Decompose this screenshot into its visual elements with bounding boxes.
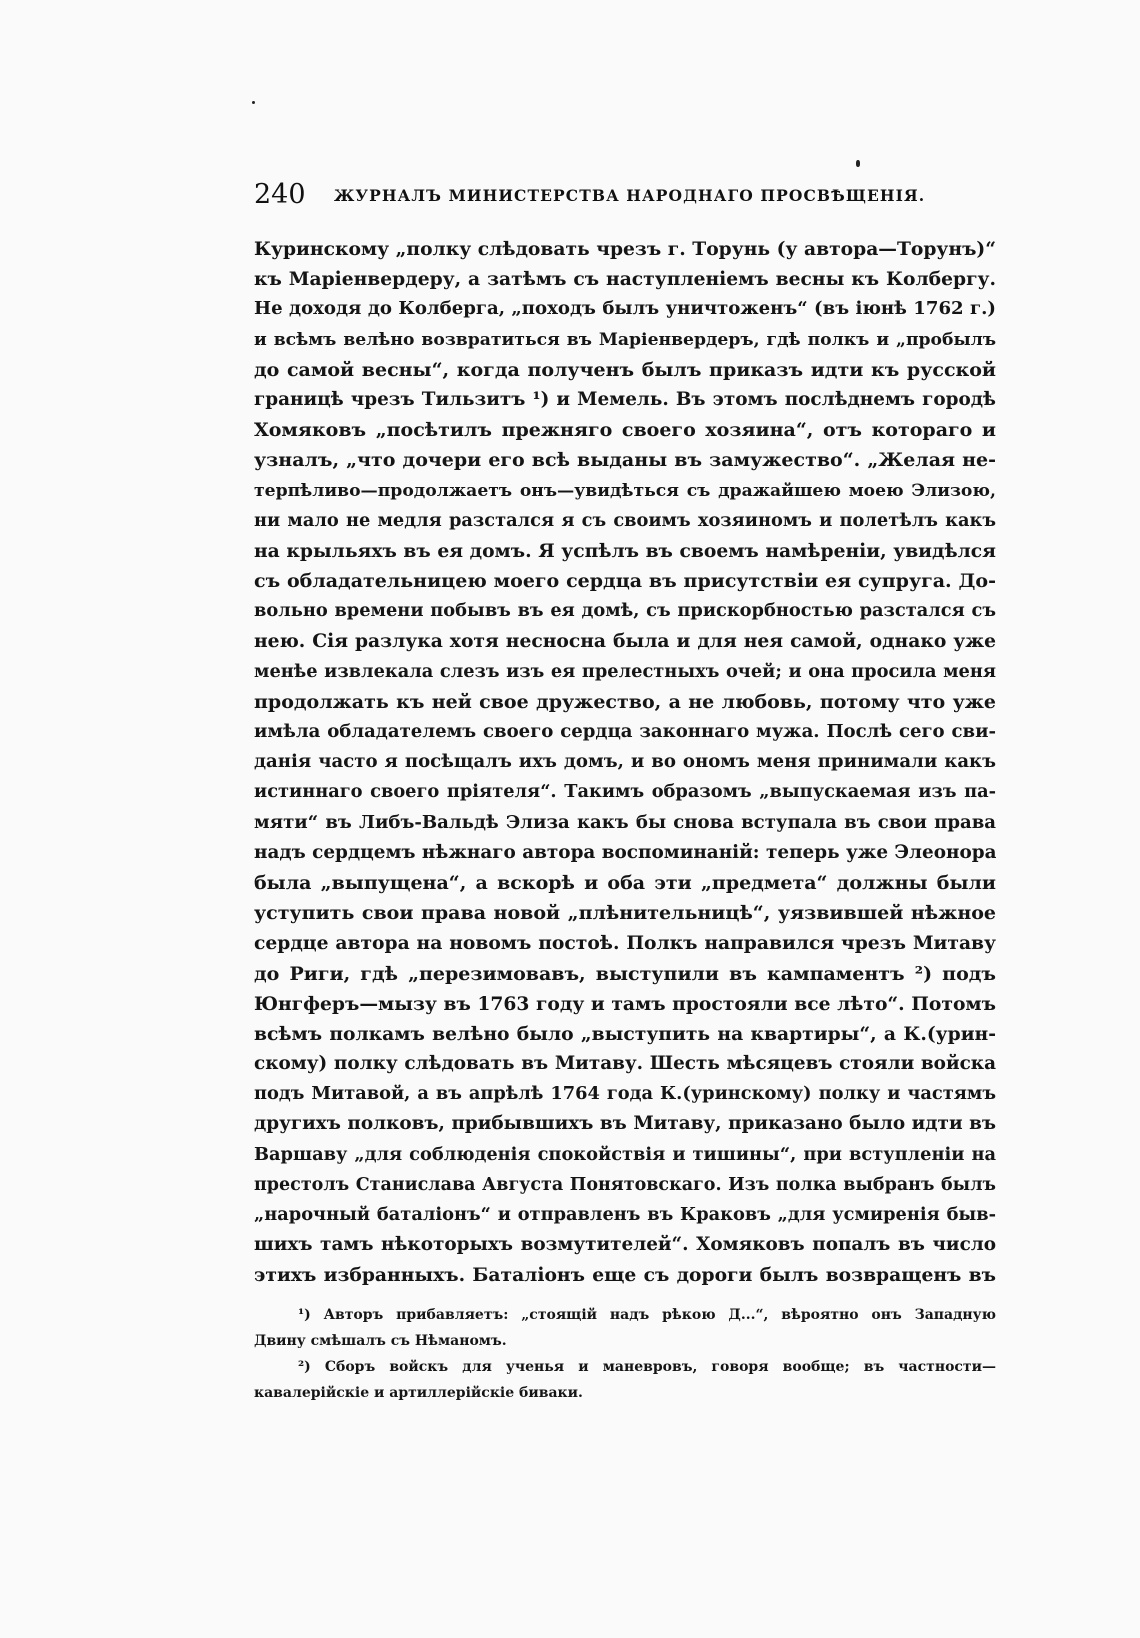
footnote-line: ²) Сборъ войскъ для ученья и маневровъ, говоря вообще; въ частности— xyxy=(298,1359,996,1375)
text-line: границѣ чрезъ Тильзитъ ¹) и Мемель. Въ этомъ послѣднемъ городѣ xyxy=(254,388,996,410)
footnote-line: ¹) Авторъ прибавляетъ: „стоящій надъ рѣкою Д...“, вѣроятно онъ Западную xyxy=(298,1307,996,1323)
text-line: имѣла обладателемъ своего сердца законнаго мужа. Послѣ сего сви- xyxy=(254,721,996,742)
text-line: истиннаго своего пріятеля“. Такимъ образомъ „выпускаемая изъ па- xyxy=(254,781,996,803)
scan-speck xyxy=(252,101,255,104)
text-line: на крыльяхъ въ ея домъ. Я успѣлъ въ своемъ намѣреніи, увидѣлся xyxy=(254,539,996,562)
footnote-line: кавалерійскіе и артиллерійскіе биваки. xyxy=(254,1385,583,1401)
text-line: Куринскому „полку слѣдовать чрезъ г. Торунь (у автора—Торунъ)“ xyxy=(254,238,996,260)
text-line: Юнгферъ—мызу въ 1763 году и тамъ простояли все лѣто“. Потомъ xyxy=(254,992,996,1015)
text-line: подъ Митавой, а въ апрѣлѣ 1764 года К.(уринскому) полку и частямъ xyxy=(254,1083,996,1105)
running-title: ЖУРНАЛЪ МИНИСТЕРСТВА НАРОДНАГО ПРОСВѢЩЕНІЯ. xyxy=(334,186,926,205)
text-line: другихъ полковъ, прибывшихъ въ Митаву, приказано было идти въ xyxy=(254,1113,996,1135)
text-line: нею. Сія разлука хотя несносна была и для нея самой, однако уже xyxy=(254,630,996,653)
text-line: сердце автора на новомъ постоѣ. Полкъ направился чрезъ Митаву xyxy=(254,932,996,955)
text-line: мяти“ въ Либъ-Вальдѣ Элиза какъ бы снова вступала въ свои права xyxy=(254,811,996,833)
text-line: узналъ, „что дочери его всѣ выданы въ замужество“. „Желая не- xyxy=(254,449,996,472)
text-line: была „выпущена“, а вскорѣ и оба эти „предмета“ должны были xyxy=(254,871,996,894)
text-line: престолъ Станислава Августа Понятовскаго. Изъ полка выбранъ былъ xyxy=(254,1174,996,1195)
text-line: до Риги, гдѣ „перезимовавъ, выступили въ кампаментъ ²) подъ xyxy=(254,962,996,985)
text-line: продолжать къ ней свое дружество, а не любовь, потому что уже xyxy=(254,690,996,713)
footnote-line: Двину смѣшалъ съ Нѣманомъ. xyxy=(254,1333,507,1349)
page-number: 240 xyxy=(254,179,306,210)
text-line: „нарочный баталіонъ“ и отправленъ въ Краковъ „для усмиренія быв- xyxy=(254,1204,996,1225)
text-line: шихъ тамъ нѣкоторыхъ возмутителей“. Хомяковъ попалъ въ число xyxy=(254,1234,996,1256)
scan-speck xyxy=(856,160,860,167)
text-line: терпѣливо—продолжаетъ онъ—увидѣться съ дражайшею моею Элизою, xyxy=(254,480,996,501)
text-line: до самой весны“, когда полученъ былъ приказъ идти къ русской xyxy=(254,358,996,381)
text-line: съ обладательницею моего сердца въ присутствіи ея супруга. До- xyxy=(254,570,996,593)
footnotes xyxy=(254,1302,996,1406)
text-line: менѣе извлекала слезъ изъ ея прелестныхъ очей; и она просила меня xyxy=(254,660,996,682)
text-line: надъ сердцемъ нѣжнаго автора воспоминаній: теперь уже Элеонора xyxy=(254,841,996,863)
text-line: Не доходя до Колберга, „походъ былъ уничтоженъ“ (въ іюнѣ 1762 г.) xyxy=(254,298,996,320)
page-header xyxy=(254,178,996,218)
text-line: данія часто я посѣщалъ ихъ домъ, и во ономъ меня принимали какъ xyxy=(254,751,996,773)
text-line: вольно времени побывъ въ ея домѣ, съ прискорбностью разстался съ xyxy=(254,600,996,622)
main-text xyxy=(254,234,996,1291)
text-line: скому) полку слѣдовать въ Митаву. Шесть мѣсяцевъ стояли войска xyxy=(254,1053,996,1075)
text-line: всѣмъ полкамъ велѣно было „выступить на квартиры“, а К.(урин- xyxy=(254,1022,996,1045)
text-line: уступить свои права новой „плѣнительницѣ“, уязвившей нѣжное xyxy=(254,902,996,925)
text-line: этихъ избранныхъ. Баталіонъ еще съ дороги былъ возвращенъ въ xyxy=(254,1264,996,1287)
text-line: къ Маріенвердеру, а затѣмъ съ наступленіемъ весны къ Колбергу. xyxy=(254,268,996,291)
text-line: Хомяковъ „посѣтилъ прежняго своего хозяина“, отъ котораго и xyxy=(254,419,996,442)
text-line: Варшаву „для соблюденія спокойствія и тишины“, при вступленіи на xyxy=(254,1143,996,1165)
text-line: и всѣмъ велѣно возвратиться въ Маріенвердеръ, гдѣ полкъ и „пробылъ xyxy=(254,329,996,350)
text-line: ни мало не медля разстался я съ своимъ хозяиномъ и полетѣлъ какъ xyxy=(254,509,996,531)
